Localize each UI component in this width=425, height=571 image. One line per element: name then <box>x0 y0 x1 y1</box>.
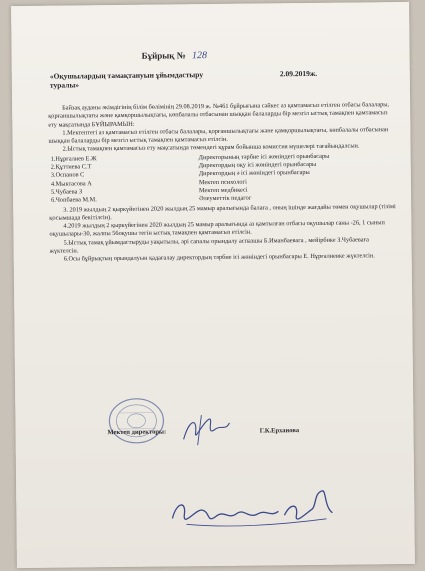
item-5: 5.Ыстық тамақ ұйымдастыруды уақытылы, әрі сапалы орындалу аспазшы Б.Иманбаевага , мейірбике З.Чубаеваға жүктелсін. <box>49 236 369 255</box>
order-title-text: Бұйрық № <box>141 50 186 61</box>
item-4: 4.2019 жылдың 2 қыркүйегінен 2020 жылдың 25 мамыр аралығында аз қамтылған отбасы оқушылар саны -26, 1 сынып оқушылары-30, жалпы 56оқушы тегін ыстық тамақпен қамтамасыз етілсін. <box>49 219 385 239</box>
order-title <box>142 50 208 62</box>
order-body <box>48 101 398 264</box>
signatory-label: Мектеп директоры: <box>107 428 167 437</box>
document-page <box>11 2 415 568</box>
order-subject: «Оқушылардың тамақтануын ұйымдастыру туралы» <box>49 70 204 90</box>
member-role: Директордың оқу ісі жөніндегі орынбасары <box>198 160 317 170</box>
member-role: Директордың ә ісі жөніндегі орынбасары <box>198 169 310 178</box>
member-name: 1.Нұрғалиев Е.Ж <box>50 154 97 163</box>
item-1: 1.Мектептегі аз қамтамасыз етілген отбасы балалары, қорғаншылықтағы және қамқоршылықтағы, көпбалалы отбасынан шыққан балаларды бір мезгіл ыстық тамақпен қамтамасыз етілсін. <box>48 126 389 145</box>
commission-members <box>51 152 398 205</box>
item-6: 6.Осы бұйрықтың орындалуын қадағалау директордың тәрбие ісі жөніндегі орынбасары Е. Нұрғалиевке жүктелсін. <box>63 252 375 263</box>
item-3: 3. 2019 жылдың 2 қыркүйегінен 2020 жылдың 25 мамыр аралығында балаға , оның ішінде жағдайы төмен оқушылар (тізімі қосымшада бекітілсін). <box>49 202 396 222</box>
order-date: 2.09.2019ж. <box>279 68 318 79</box>
member-role: Әлеуметтік педагог <box>199 194 252 203</box>
order-number: 128 <box>191 50 208 62</box>
member-name: 2.Құттиева С.Т <box>50 163 92 171</box>
signature-line <box>108 427 300 436</box>
member-role: Директорының тәрбие ісі жөніндегі орынбасары <box>198 152 330 161</box>
school-stamp-icon <box>105 394 168 447</box>
acknowledgement-signature-icon <box>166 483 342 545</box>
member-name: 6.Чопбаева М.М. <box>51 196 97 204</box>
signatory-name: Г.К.Ерханова <box>259 427 300 435</box>
member-name: 5.Чубаева З <box>50 188 83 196</box>
member-role: Мектеп психологі <box>198 178 247 186</box>
member-name: 3.Оспанов С <box>50 171 85 180</box>
member-role: Мектеп медбикесі <box>198 186 248 195</box>
member-name: 4.Мыктасова А <box>50 179 92 188</box>
preamble: Байзақ ауданы әкімдігінің білім бөлімінің 29.08.2019 ж. №461 бұйрығына сәйкес аз қамтамасыз етілген отбасы балалары, қорғаншылықтағы және қамқоршылықтағы, көпбалалы отбасынан шыққан балаларды бір мезгіл ыстық тамақпен қамтамасыз ету мақсатында БҰЙЫРАМЫН: <box>48 101 390 129</box>
item-2: 2.Ыстық тамақпен қамтамасыз ету мақсатында төмендегі құрам бойынша комиссия мүшелері тағайындалсын. <box>62 142 360 154</box>
